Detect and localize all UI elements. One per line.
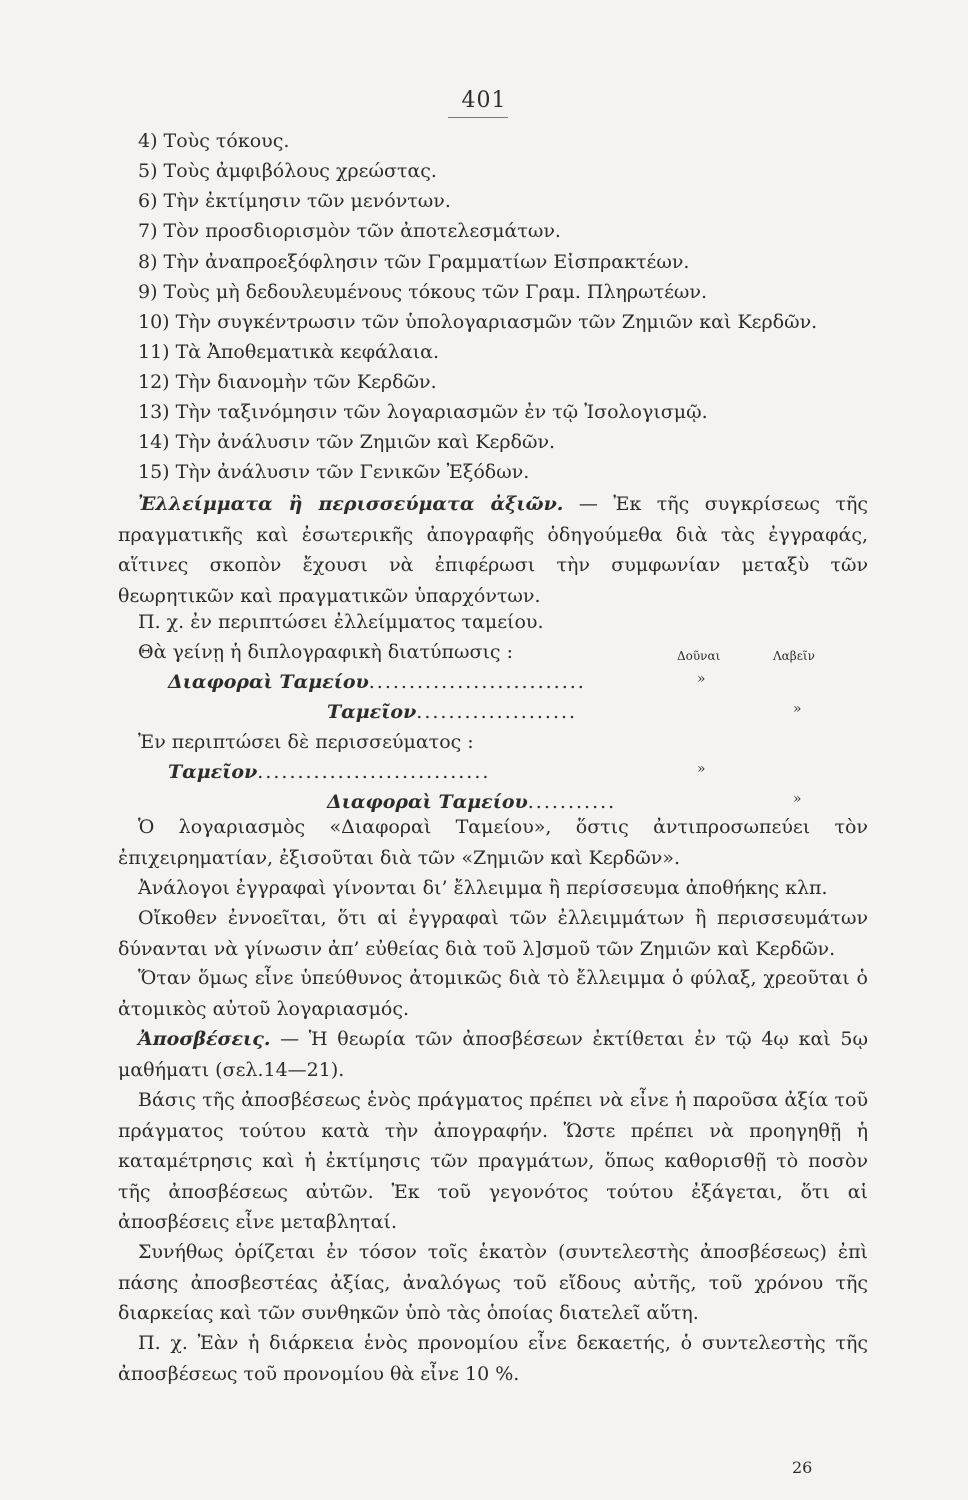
paragraph: Ὁ λογαριασμὸς «Διαφοραὶ Ταμείου», ὅστις ἀντιπροσωπεύει τὸν ἐπιχειρηματίαν, ἐξισοῦται διὰ τῶν «Ζημιῶν καὶ Κερδῶν». xyxy=(118,816,868,869)
paragraph: Ὅταν ὅμως εἶνε ὑπεύθυνος ἀτομικῶς διὰ τὸ ἔλλειμμα ὁ φύλαξ, χρεοῦται ὁ ἀτομικὸς αὐτοῦ λογαριασμός. xyxy=(118,967,868,1020)
paragraph: Οἴκοθεν ἐννοεῖται, ὅτι αἱ ἐγγραφαὶ τῶν ἐλλειμμάτων ἢ περισσευμάτων δύνανται νὰ γίνωσιν ἀπ’ εὐθείας διὰ τοῦ λ]σμοῦ τῶν Ζημιῶν καὶ Κερδῶν. xyxy=(118,907,868,960)
page-number-rule xyxy=(448,117,508,118)
list-item: 12) Τὴν διανομὴν τῶν Κερδῶν. xyxy=(138,371,437,393)
paragraph: Ἀνάλογοι ἐγγραφαὶ γίνονται δι’ ἔλλειμμα ἢ περίσσευμα ἀποθήκης κλπ. xyxy=(138,877,828,899)
entry1-credit: Ταμεῖον.................... xyxy=(327,701,578,723)
deficit-heading: Ἐλλείμματα ἢ περισσεύματα ἀξιῶν. xyxy=(138,493,564,515)
list-item: 8) Τὴν ἀναπροεξόφλησιν τῶν Γραμματίων Εἰσπρακτέων. xyxy=(138,251,690,273)
page-number: 401 xyxy=(461,88,507,113)
paragraph: Π. χ. Ἐὰν ἡ διάρκεια ἑνὸς προνομίου εἶνε δεκαετής, ὁ συντελεστὴς τῆς ἀποσβέσεως τοῦ προνομίου θὰ εἶνε 10 %. xyxy=(118,1332,868,1385)
debit-column-head: Δοῦναι xyxy=(677,649,721,663)
paragraph: Βάσις τῆς ἀποσβέσεως ἑνὸς πράγματος πρέπει νὰ εἶνε ἡ παροῦσα ἀξία τοῦ πράγματος τούτου κατὰ τὴν ἀπογραφήν. Ὥστε πρέπει νὰ προηγηθῇ ἡ καταμέτρησις καὶ ἡ ἐκτίμησις τῶν πραγμάτων, ὅπως καθορισθῇ τὸ ποσὸν τῆς ἀποσβέσεως αὐτῶν. Ἐκ τοῦ γεγονότος τούτου ἐξάγεται, ὅτι αἱ ἀποσβέσεις εἶνε μεταβληταί. xyxy=(118,1089,868,1233)
amortization-heading: Ἀποσβέσεις. xyxy=(138,1028,271,1050)
double-entry-label: Θὰ γείνῃ ἡ διπλογραφικὴ διατύπωσις : xyxy=(138,641,514,663)
list-item: 7) Τὸν προσδιορισμὸν τῶν ἀποτελεσμάτων. xyxy=(138,220,561,242)
entry1-debit: Διαφοραὶ Ταμείου........................... xyxy=(168,671,586,693)
signature-mark: 26 xyxy=(792,1458,813,1477)
list-item: 13) Τὴν ταξινόμησιν τῶν λογαριασμῶν ἐν τῷ Ἰσολογισμῷ. xyxy=(138,401,708,423)
entry2-credit: Διαφοραὶ Ταμείου........... xyxy=(327,791,617,813)
surplus-label: Ἐν περιπτώσει δὲ περισσεύματος : xyxy=(138,731,474,753)
list-item: 10) Τὴν συγκέντρωσιν τῶν ὑπολογαριασμῶν τῶν Ζημιῶν καὶ Κερδῶν. xyxy=(138,311,818,333)
list-item: 11) Τὰ Ἀποθεματικὰ κεφάλαια. xyxy=(138,341,440,363)
paragraph: Συνήθως ὁρίζεται ἐν τόσον τοῖς ἑκατὸν (συντελεστὴς ἀποσβέσεως) ἐπὶ πάσης ἀποσβεστέας ἀξίας, ἀναλόγως τοῦ εἴδους αὐτῆς, τοῦ χρόνου τῆς διαρκείας καὶ τῶν συνθηκῶν ὑπὸ τὰς ὁποίας διατελεῖ αὕτη. xyxy=(118,1241,868,1324)
credit-column-head: Λαβεῖν xyxy=(773,649,815,663)
entry2-debit: Ταμεῖον............................. xyxy=(168,761,491,783)
entry-mark: » xyxy=(793,791,802,807)
deficit-paragraph xyxy=(118,489,868,611)
amortization-paragraph xyxy=(118,1024,868,1085)
amortization-text: — Ἡ θεωρία τῶν ἀποσβέσεων ἐκτίθεται ἐν τῷ 4ῳ καὶ 5ῳ μαθήματι (σελ.14—21). xyxy=(118,1028,868,1081)
list-item: 5) Τοὺς ἀμφιβόλους χρεώστας. xyxy=(138,160,437,182)
example-line: Π. χ. ἐν περιπτώσει ἐλλείμματος ταμείου. xyxy=(138,611,544,633)
entry-mark: » xyxy=(697,671,706,687)
entry-mark: » xyxy=(697,761,706,777)
list-item: 14) Τὴν ἀνάλυσιν τῶν Ζημιῶν καὶ Κερδῶν. xyxy=(138,431,556,453)
list-item: 15) Τὴν ἀνάλυσιν τῶν Γενικῶν Ἐξόδων. xyxy=(138,461,530,483)
entry-mark: » xyxy=(793,701,802,717)
list-item: 4) Τοὺς τόκους. xyxy=(138,130,290,152)
list-item: 9) Τοὺς μὴ δεδουλευμένους τόκους τῶν Γραμ. Πληρωτέων. xyxy=(138,281,708,303)
deficit-text: — Ἐκ τῆς συγκρίσεως τῆς πραγματικῆς καὶ ἐσωτερικῆς ἀπογραφῆς ὁδηγούμεθα διὰ τὰς ἐγγραφάς, αἵτινες σκοπὸν ἔχουσι νὰ ἐπιφέρωσι τὴν συμφωνίαν μεταξὺ τῶν θεωρητικῶν καὶ πραγματικῶν ὑπαρχόντων. xyxy=(118,493,869,607)
list-item: 6) Τὴν ἐκτίμησιν τῶν μενόντων. xyxy=(138,190,451,212)
